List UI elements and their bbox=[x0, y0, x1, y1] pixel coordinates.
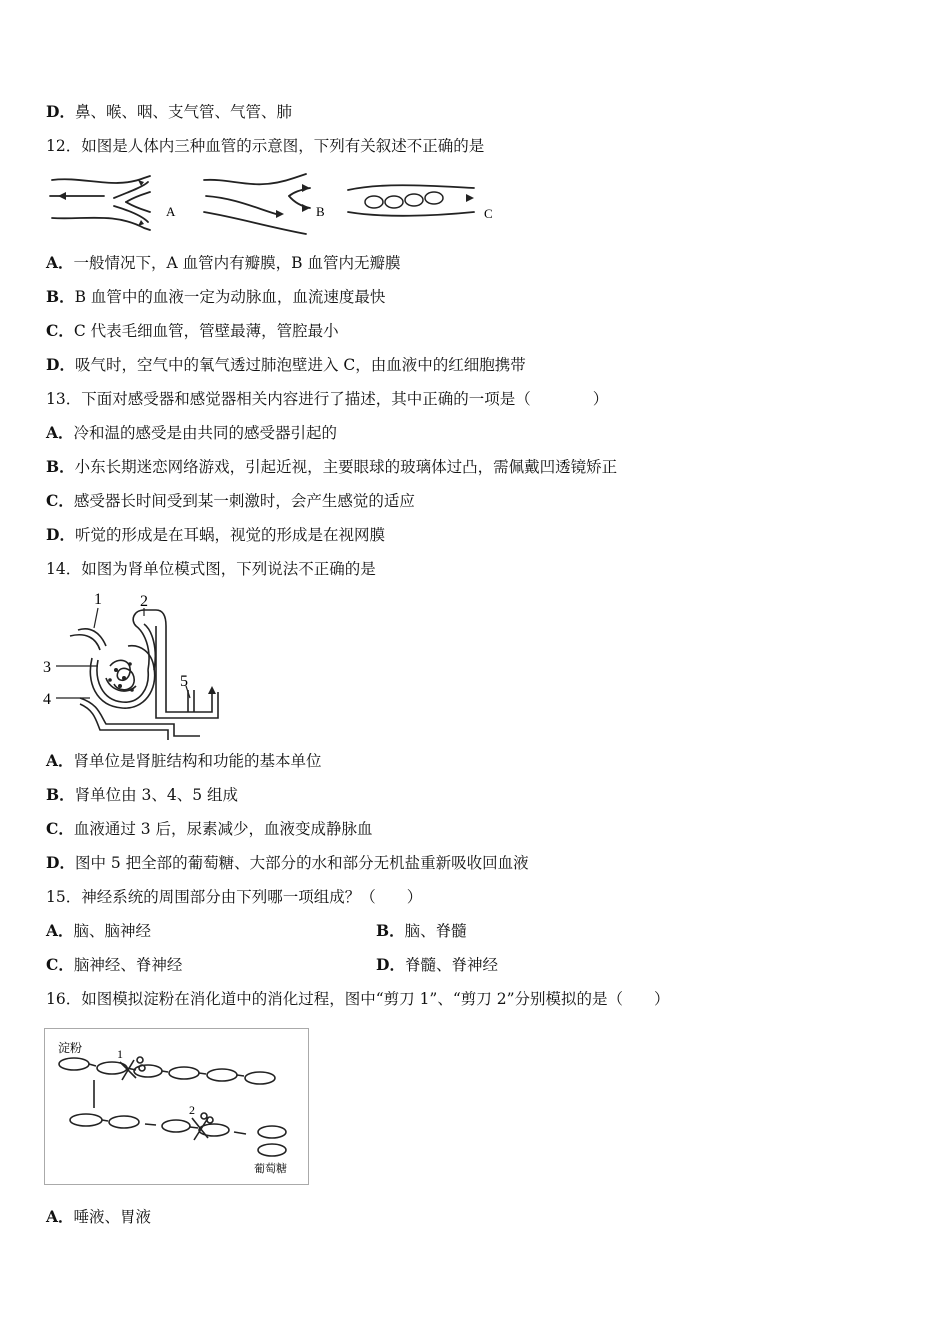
q14-option-d: D．图中 5 把全部的葡萄糖、大部分的水和部分无机盐重新吸收回血液 bbox=[46, 853, 529, 872]
q15-option-b: B．脑、脊髓 bbox=[376, 921, 467, 940]
q15-option-c: C．脑神经、脊神经 bbox=[46, 955, 183, 974]
vessel-label-b: B bbox=[316, 204, 325, 219]
q15-option-d: D．脊髓、脊神经 bbox=[376, 955, 498, 974]
q14-option-a: A．肾单位是肾脏结构和功能的基本单位 bbox=[46, 751, 322, 770]
nephron-label-2: 2 bbox=[140, 593, 148, 610]
starch-label: 淀粉 bbox=[58, 1041, 83, 1055]
q13-option-b: B．小东长期迷恋网络游戏，引起近视，主要眼球的玻璃体过凸，需佩戴凹透镜矫正 bbox=[46, 457, 618, 476]
q14-option-b: B．肾单位由 3、4、5 组成 bbox=[46, 785, 239, 804]
q15-option-a: A．脑、脑神经 bbox=[46, 921, 152, 940]
q13-option-c: C．感受器长时间受到某一刺激时，会产生感觉的适应 bbox=[46, 491, 415, 510]
q14-stem: 14．如图为肾单位模式图，下列说法不正确的是 bbox=[46, 560, 376, 578]
q16-stem: 16．如图模拟淀粉在消化道中的消化过程，图中“剪刀 1”、“剪刀 2”分别模拟的是（ ） bbox=[46, 990, 670, 1008]
nephron-figure bbox=[40, 586, 220, 742]
starch-digestion-figure bbox=[44, 1028, 310, 1186]
vessel-label-c: C bbox=[484, 206, 493, 221]
q12-option-c: C．C 代表毛细血管，管壁最薄，管腔最小 bbox=[46, 321, 339, 340]
q13-stem: 13．下面对感受器和感觉器相关内容进行了描述，其中正确的一项是（ ） bbox=[46, 390, 609, 408]
q13-option-a: A．冷和温的感受是由共同的感受器引起的 bbox=[46, 423, 338, 442]
q12-option-a: A．一般情况下，A 血管内有瓣膜，B 血管内无瓣膜 bbox=[46, 253, 401, 272]
q12-option-d: D．吸气时，空气中的氧气透过肺泡壁进入 C，由血液中的红细胞携带 bbox=[46, 355, 526, 374]
blood-vessels-figure bbox=[44, 168, 504, 240]
nephron-label-4: 4 bbox=[43, 691, 51, 708]
nephron-label-5: 5 bbox=[180, 673, 188, 690]
q15-stem: 15．神经系统的周围部分由下列哪一项组成？（ ） bbox=[46, 888, 423, 906]
q14-option-c: C．血液通过 3 后，尿素减少，血液变成静脉血 bbox=[46, 819, 373, 838]
nephron-label-3: 3 bbox=[43, 659, 51, 676]
nephron-label-1: 1 bbox=[94, 591, 102, 608]
glucose-label: 葡萄糖 bbox=[254, 1163, 287, 1175]
scissors-1-label: 1 bbox=[117, 1047, 123, 1061]
q12-option-b: B．B 血管中的血液一定为动脉血，血流速度最快 bbox=[46, 287, 386, 306]
scissors-2-label: 2 bbox=[189, 1103, 195, 1117]
q13-option-d: D．听觉的形成是在耳蜗，视觉的形成是在视网膜 bbox=[46, 525, 385, 544]
q16-option-a: A．唾液、胃液 bbox=[46, 1207, 152, 1226]
q12-stem: 12．如图是人体内三种血管的示意图，下列有关叙述不正确的是 bbox=[46, 137, 485, 155]
vessel-label-a: A bbox=[166, 204, 176, 219]
q11-option-d: D．鼻、喉、咽、支气管、气管、肺 bbox=[46, 102, 292, 121]
